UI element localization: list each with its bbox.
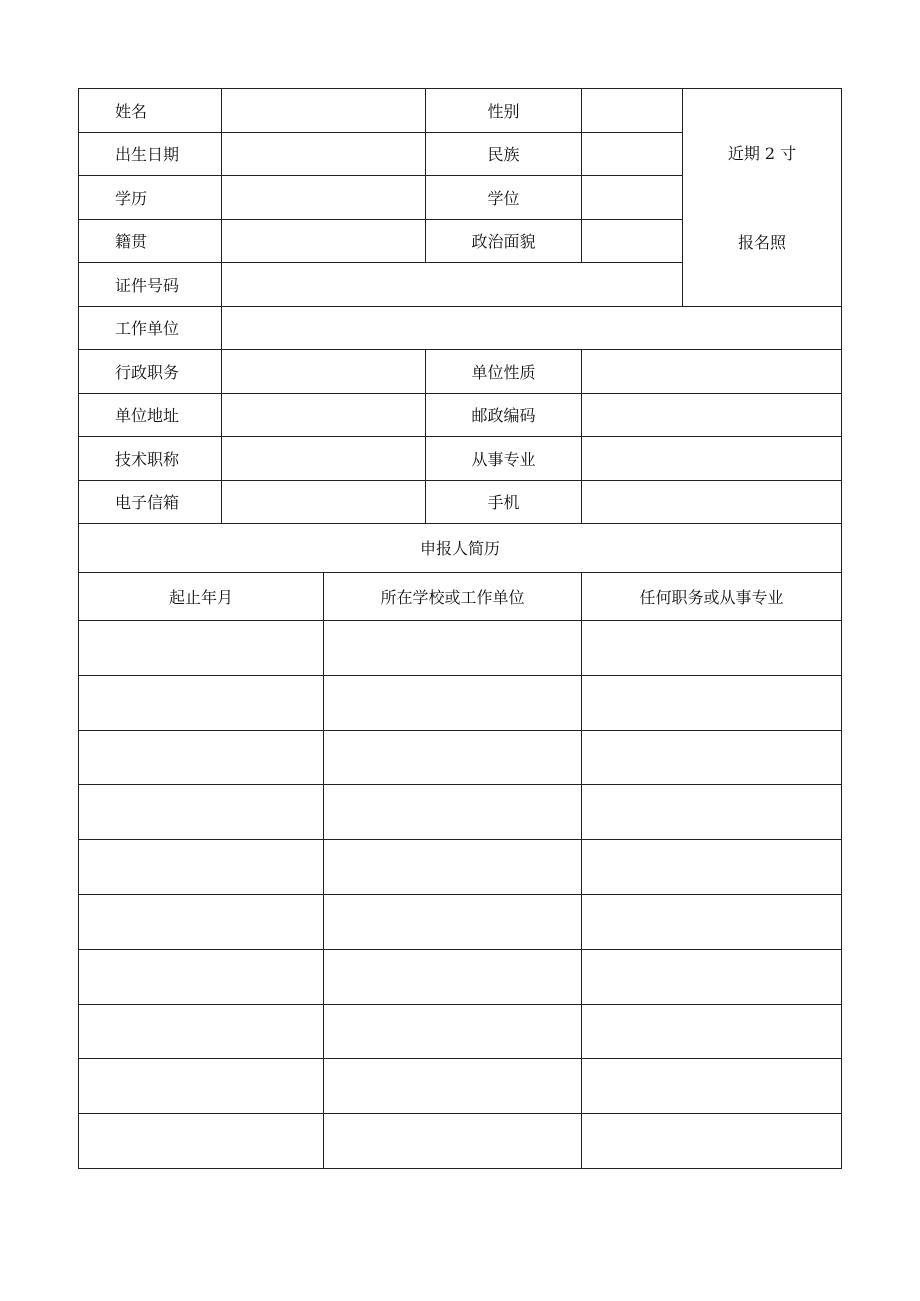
resume-school-cell[interactable] bbox=[324, 1114, 582, 1169]
resume-position-cell[interactable] bbox=[582, 840, 842, 895]
label-admin-post: 行政职务 bbox=[79, 350, 222, 394]
resume-school-cell[interactable] bbox=[324, 675, 582, 730]
label-work-unit: 工作单位 bbox=[79, 306, 222, 350]
resume-col-position: 任何职务或从事专业 bbox=[582, 572, 842, 621]
resume-period-cell[interactable] bbox=[79, 785, 324, 840]
resume-school-cell[interactable] bbox=[324, 1059, 582, 1114]
row-resume-headers bbox=[79, 572, 842, 621]
resume-period-cell[interactable] bbox=[79, 1004, 324, 1059]
resume-position-cell[interactable] bbox=[582, 949, 842, 1004]
resume-school-cell[interactable] bbox=[324, 840, 582, 895]
resume-period-cell[interactable] bbox=[79, 949, 324, 1004]
resume-col-period: 起止年月 bbox=[79, 572, 324, 621]
photo-caption-type: 报名照 bbox=[737, 233, 786, 253]
label-postal-code: 邮政编码 bbox=[426, 393, 582, 437]
row-address bbox=[79, 393, 842, 437]
resume-period-cell[interactable] bbox=[79, 1114, 324, 1169]
work-unit-field[interactable] bbox=[222, 306, 842, 350]
resume-row bbox=[79, 621, 842, 676]
label-specialty: 从事专业 bbox=[426, 437, 582, 481]
row-work-unit bbox=[79, 306, 842, 350]
resume-row bbox=[79, 894, 842, 949]
resume-position-cell[interactable] bbox=[582, 675, 842, 730]
resume-school-cell[interactable] bbox=[324, 894, 582, 949]
gender-field[interactable] bbox=[582, 89, 683, 133]
row-title bbox=[79, 437, 842, 481]
resume-row bbox=[79, 949, 842, 1004]
education-field[interactable] bbox=[222, 176, 426, 220]
resume-position-cell[interactable] bbox=[582, 1059, 842, 1114]
resume-school-cell[interactable] bbox=[324, 730, 582, 785]
resume-position-cell[interactable] bbox=[582, 730, 842, 785]
label-email: 电子信箱 bbox=[79, 480, 222, 524]
resume-row bbox=[79, 675, 842, 730]
unit-address-field[interactable] bbox=[222, 393, 426, 437]
row-resume-title bbox=[79, 524, 842, 573]
resume-school-cell[interactable] bbox=[324, 949, 582, 1004]
resume-period-cell[interactable] bbox=[79, 730, 324, 785]
row-name bbox=[79, 89, 842, 133]
row-contact bbox=[79, 480, 842, 524]
resume-row bbox=[79, 1059, 842, 1114]
application-form-table bbox=[78, 88, 842, 1169]
resume-period-cell[interactable] bbox=[79, 675, 324, 730]
resume-period-cell[interactable] bbox=[79, 621, 324, 676]
photo-box[interactable] bbox=[683, 89, 842, 307]
resume-position-cell[interactable] bbox=[582, 894, 842, 949]
label-degree: 学位 bbox=[426, 176, 582, 220]
tech-title-field[interactable] bbox=[222, 437, 426, 481]
specialty-field[interactable] bbox=[582, 437, 842, 481]
name-field[interactable] bbox=[222, 89, 426, 133]
photo-caption-size: 近期 2 寸 bbox=[727, 144, 797, 164]
native-place-field[interactable] bbox=[222, 219, 426, 263]
unit-nature-field[interactable] bbox=[582, 350, 842, 394]
resume-period-cell[interactable] bbox=[79, 1059, 324, 1114]
ethnicity-field[interactable] bbox=[582, 132, 683, 176]
resume-row bbox=[79, 1004, 842, 1059]
resume-row bbox=[79, 785, 842, 840]
resume-school-cell[interactable] bbox=[324, 621, 582, 676]
label-id-number: 证件号码 bbox=[79, 263, 222, 307]
id-number-field[interactable] bbox=[222, 263, 683, 307]
mobile-field[interactable] bbox=[582, 480, 842, 524]
admin-post-field[interactable] bbox=[222, 350, 426, 394]
resume-row bbox=[79, 840, 842, 895]
label-native-place: 籍贯 bbox=[79, 219, 222, 263]
resume-col-school: 所在学校或工作单位 bbox=[324, 572, 582, 621]
label-unit-address: 单位地址 bbox=[79, 393, 222, 437]
political-status-field[interactable] bbox=[582, 219, 683, 263]
resume-title: 申报人简历 bbox=[79, 524, 842, 573]
resume-position-cell[interactable] bbox=[582, 621, 842, 676]
label-education: 学历 bbox=[79, 176, 222, 220]
label-birth-date: 出生日期 bbox=[79, 132, 222, 176]
label-unit-nature: 单位性质 bbox=[426, 350, 582, 394]
resume-row bbox=[79, 1114, 842, 1169]
resume-school-cell[interactable] bbox=[324, 1004, 582, 1059]
resume-period-cell[interactable] bbox=[79, 894, 324, 949]
label-political-status: 政治面貌 bbox=[426, 219, 582, 263]
label-tech-title: 技术职称 bbox=[79, 437, 222, 481]
resume-position-cell[interactable] bbox=[582, 1004, 842, 1059]
resume-period-cell[interactable] bbox=[79, 840, 324, 895]
label-mobile: 手机 bbox=[426, 480, 582, 524]
resume-position-cell[interactable] bbox=[582, 785, 842, 840]
resume-position-cell[interactable] bbox=[582, 1114, 842, 1169]
row-post bbox=[79, 350, 842, 394]
degree-field[interactable] bbox=[582, 176, 683, 220]
resume-school-cell[interactable] bbox=[324, 785, 582, 840]
label-ethnicity: 民族 bbox=[426, 132, 582, 176]
resume-row bbox=[79, 730, 842, 785]
birth-date-field[interactable] bbox=[222, 132, 426, 176]
label-gender: 性别 bbox=[426, 89, 582, 133]
postal-code-field[interactable] bbox=[582, 393, 842, 437]
email-field[interactable] bbox=[222, 480, 426, 524]
label-name: 姓名 bbox=[79, 89, 222, 133]
